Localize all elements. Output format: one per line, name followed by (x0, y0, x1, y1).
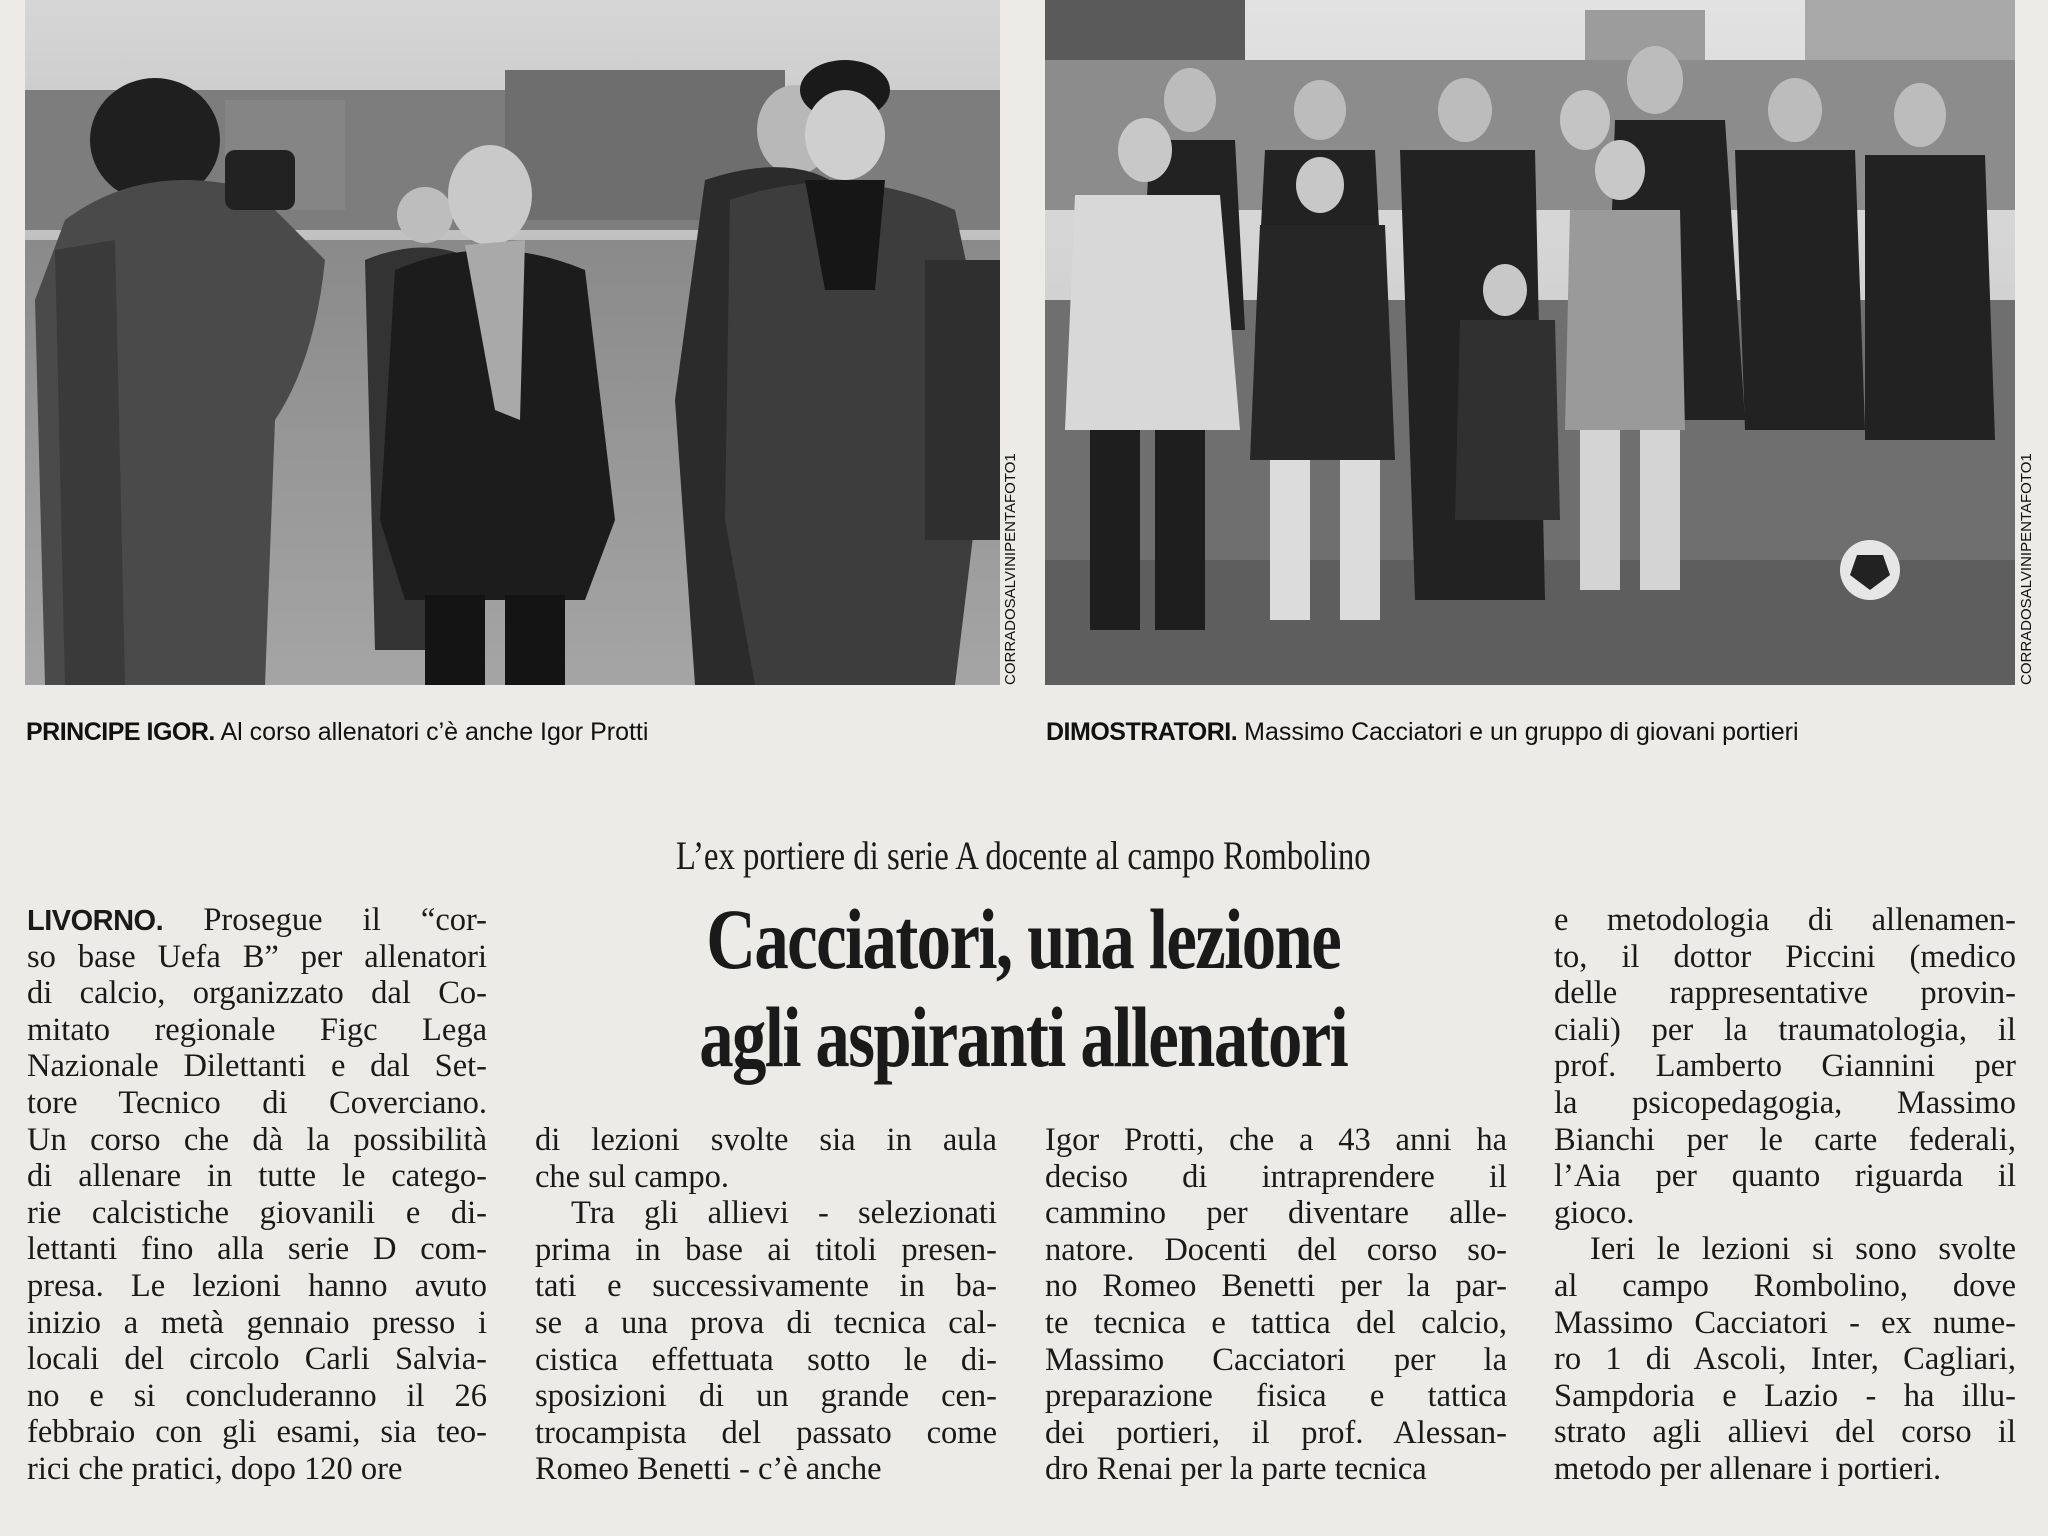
article-line: no e si concluderanno il 26 (27, 1377, 487, 1414)
article-line: cistica effettuata sotto le di- (535, 1341, 997, 1378)
article-dateline: LIVORNO. (27, 905, 164, 937)
caption-text-right: Massimo Cacciatori e un gruppo di giovani portieri (1237, 718, 1799, 746)
caption-text-left: Al corso allenatori c’è anche Igor Protti (214, 718, 649, 746)
photo-goalkeepers-group (1045, 0, 2015, 685)
article-kicker: L’ex portiere di serie A docente al campo Rombolino (675, 833, 1371, 878)
article-line: di calcio, organizzato dal Co- (27, 975, 487, 1012)
headline-line-2: agli aspiranti allenatori (699, 989, 1348, 1085)
article-line: strato agli allievi del corso il (1554, 1414, 2016, 1451)
article-line: lettanti fino alla serie D com- (27, 1231, 487, 1268)
photo-credit-left: CORRADOSALVINIPENTAFOTO1 (1002, 453, 1019, 685)
article-line: Massimo Cacciatori - ex nume- (1554, 1304, 2016, 1341)
article-line: l’Aia per quanto riguarda il (1554, 1158, 2016, 1195)
article-line: se a una prova di tecnica cal- (535, 1304, 997, 1341)
article-line: prof. Lamberto Giannini per (1554, 1048, 2016, 1085)
article-line: febbraio con gli esami, sia teo- (27, 1414, 487, 1451)
article-line: tati e successivamente in ba- (535, 1268, 997, 1305)
photo-caption-right (1046, 718, 1799, 747)
photo-caption-left (26, 718, 648, 747)
article-line: inizio a metà gennaio presso i (27, 1304, 487, 1341)
article-line: so base Uefa B” per allenatori (27, 938, 487, 975)
article-line: che sul campo. (535, 1158, 730, 1195)
article-line: la psicopedagogia, Massimo (1554, 1084, 2016, 1121)
article-line: cammino per diventare alle- (1045, 1195, 1507, 1232)
photo-igor-protti (25, 0, 1000, 685)
article-line: no Romeo Benetti per la par- (1045, 1268, 1507, 1305)
article-line-text: Prosegue il “cor- (163, 902, 487, 938)
article-line: delle rappresentative provin- (1554, 975, 2016, 1012)
article-line: to, il dottor Piccini (medico (1554, 938, 2016, 975)
article-line: rici che pratici, dopo 120 ore (27, 1450, 403, 1487)
article-line: Romeo Benetti - c’è anche (535, 1451, 882, 1488)
article-line: preparazione fisica e tattica (1045, 1378, 1507, 1415)
article-line: Nazionale Dilettanti e dal Set- (27, 1048, 487, 1085)
article-line: metodo per allenare i portieri. (1554, 1450, 1942, 1487)
article-line: prima in base ai titoli presen- (535, 1231, 997, 1268)
article-column-1 (27, 902, 487, 1488)
article-line: dro Renai per la parte tecnica (1045, 1451, 1427, 1488)
article-line: sposizioni di un grande cen- (535, 1378, 997, 1415)
article-line: deciso di intraprendere il (1045, 1158, 1507, 1195)
article-line: mitato regionale Figc Lega (27, 1011, 487, 1048)
article-line: di allenare in tutte le catego- (27, 1158, 487, 1195)
article-line: Bianchi per le carte federali, (1554, 1121, 2016, 1158)
article-line: ciali) per la traumatologia, il (1554, 1011, 2016, 1048)
article-line: Massimo Cacciatori per la (1045, 1341, 1507, 1378)
article-line: natore. Docenti del corso so- (1045, 1231, 1507, 1268)
article-line: al campo Rombolino, dove (1554, 1267, 2016, 1304)
photo-left-illustration (25, 0, 1000, 685)
caption-label-left: PRINCIPE IGOR. (26, 718, 215, 746)
article-column-2 (535, 1122, 997, 1488)
article-line: dei portieri, il prof. Alessan- (1045, 1414, 1507, 1451)
article-line (27, 902, 487, 939)
article-line: di lezioni svolte sia in aula (535, 1122, 997, 1158)
article-line: te tecnica e tattica del calcio, (1045, 1304, 1507, 1341)
photo-credit-right: CORRADOSALVINIPENTAFOTO1 (2018, 453, 2035, 685)
article-line: trocampista del passato come (535, 1414, 997, 1451)
article-line: Ieri le lezioni si sono svolte (1590, 1231, 2016, 1268)
article-line: Sampdoria e Lazio - ha illu- (1554, 1377, 2016, 1414)
headline-line-1: Cacciatori, una lezione (706, 891, 1341, 987)
article-line: gioco. (1554, 1194, 1635, 1231)
article-line: presa. Le lezioni hanno avuto (27, 1267, 487, 1304)
article-line: Un corso che dà la possibilità (27, 1121, 487, 1158)
article-line: ro 1 di Ascoli, Inter, Cagliari, (1554, 1341, 2016, 1378)
article-line: tore Tecnico di Coverciano. (27, 1084, 487, 1121)
article-line: locali del circolo Carli Salvia- (27, 1341, 487, 1378)
photo-right-illustration (1045, 0, 2015, 685)
caption-label-right: DIMOSTRATORI. (1046, 718, 1238, 746)
article-line: Tra gli allievi - selezionati (571, 1195, 997, 1232)
article-line: Igor Protti, che a 43 anni ha (1045, 1122, 1507, 1158)
article-line: e metodologia di allenamen- (1554, 902, 2016, 938)
article-column-4 (1554, 902, 2016, 1488)
article-column-3 (1045, 1122, 1507, 1488)
article-line: rie calcistiche giovanili e di- (27, 1194, 487, 1231)
